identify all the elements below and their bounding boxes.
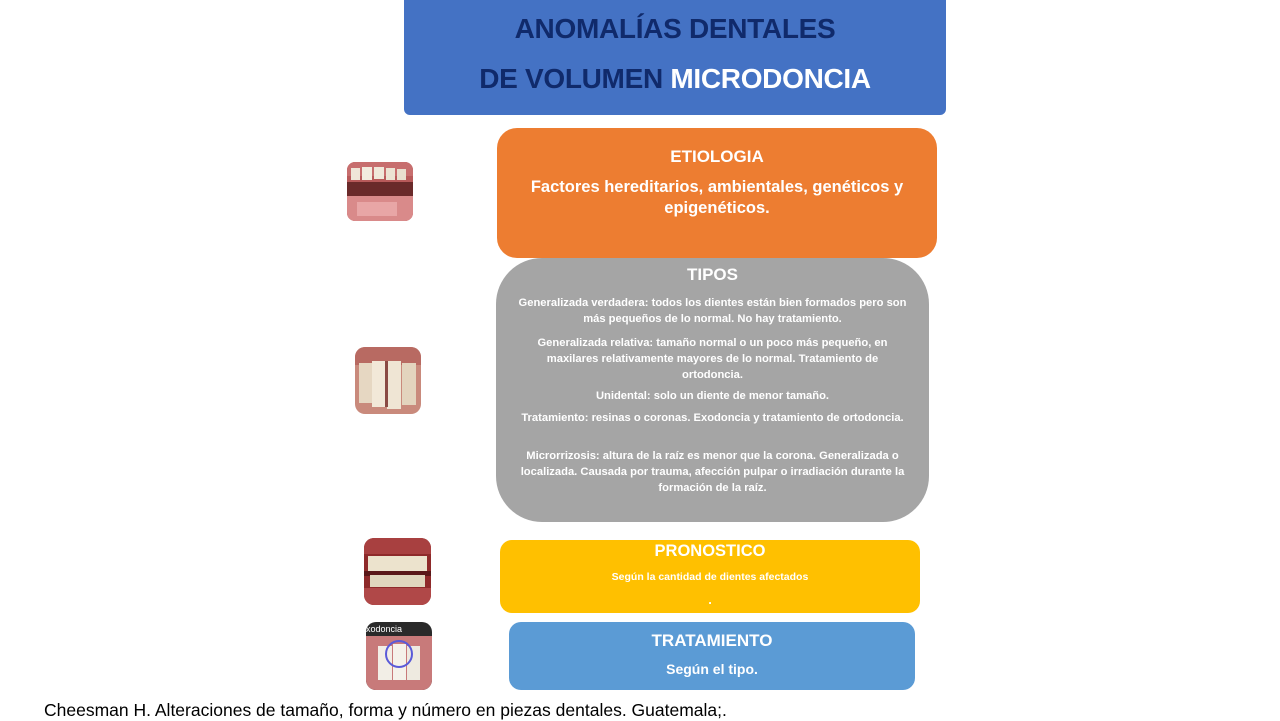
title-line-2-highlight: MICRODONCIA — [670, 63, 871, 94]
pronostico-heading: PRONOSTICO — [654, 542, 766, 560]
tipos-box — [496, 258, 929, 522]
title-line-2-dark: DE VOLUMEN — [479, 63, 671, 94]
pronostico-text: Según la cantidad de dientes afectados — [611, 571, 809, 583]
tratamiento-box — [509, 622, 915, 690]
tratamiento-text: Según el tipo. — [666, 661, 758, 677]
photo-smile — [364, 538, 431, 605]
tipos-paragraph: Unidental: solo un diente de menor tamaño. — [595, 390, 830, 402]
tipos-paragraph: Generalizada relativa: tamaño normal o un poco más pequeño, en maxilares relativamente mayores de lo normal. Tratamiento de ortodoncia. — [537, 337, 888, 381]
tipos-paragraph: Generalizada verdadera: todos los dientes están bien formados pero son más pequeños de lo normal. No hay tratamiento. — [518, 297, 907, 325]
title-line-2 — [404, 64, 946, 94]
tipos-paragraph: Microrrizosis: altura de la raíz es menor que la corona. Generalizada o localizada. Causada por trauma, afección pulpar o irradiación durante la formación de la raíz. — [520, 450, 905, 494]
photo-front-teeth — [355, 347, 421, 414]
photo-exodoncia-caption: xodoncia — [366, 624, 403, 634]
tipos-heading: TIPOS — [686, 265, 738, 284]
pronostico-box — [500, 540, 920, 613]
title-banner — [404, 0, 946, 115]
pronostico-dot: . — [708, 592, 712, 607]
photo-exodoncia — [366, 622, 432, 690]
etiologia-box — [497, 128, 937, 258]
tratamiento-heading: TRATAMIENTO — [651, 631, 773, 650]
tipos-paragraph: Tratamiento: resinas o coronas. Exodoncia y tratamiento de ortodoncia. — [521, 412, 904, 424]
etiologia-text: Factores hereditarios, ambientales, genéticos y epigenéticos. — [530, 178, 904, 217]
photo-open-mouth — [347, 162, 413, 221]
etiologia-heading: ETIOLOGIA — [670, 147, 764, 166]
title-line-1: ANOMALÍAS DENTALES — [514, 13, 836, 44]
citation: Cheesman H. Alteraciones de tamaño, forma y número en piezas dentales. Guatemala;. — [44, 700, 727, 720]
